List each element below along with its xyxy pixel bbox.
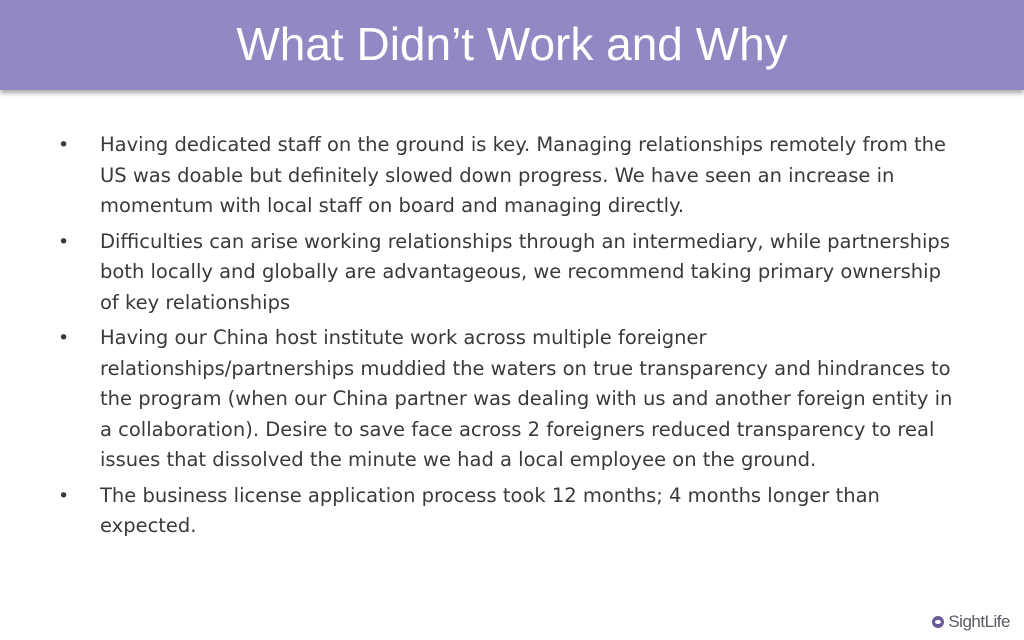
- bullet-dot-icon: •: [58, 484, 70, 507]
- bullet-item: [0, 323, 1024, 476]
- slide-title: What Didn’t Work and Why: [236, 18, 788, 70]
- bullet-item: [0, 227, 1024, 319]
- bullet-text: Having our China host institute work across multiple foreigner relationships/partnerships muddied the waters on true transparency and hindrances to the program (when our China partner was dealing with us and another foreign entity in a collaboration). Desire to save face across 2 foreigners reduced transparency to real issues that dissolved the minute we had a local employee on the ground.: [100, 326, 953, 471]
- bullet-dot-icon: •: [58, 134, 70, 156]
- bullet-item: [0, 130, 1024, 222]
- sightlife-eye-icon: [932, 616, 944, 628]
- bullet-list: [0, 130, 1024, 547]
- title-bar: [0, 0, 1024, 90]
- bullet-dot-icon: •: [58, 327, 70, 349]
- logo-text: SightLife: [948, 612, 1010, 631]
- bullet-text: The business license application process took 12 months; 4 months longer than expected.: [100, 483, 880, 537]
- bullet-text: Having dedicated staff on the ground is key. Managing relationships remotely from the US was doable but definitely slowed down progress. We have seen an increase in momentum with local staff on board and managing directly.: [100, 133, 947, 217]
- sightlife-logo: [932, 613, 1010, 630]
- bullet-text: Difficulties can arise working relationships through an intermediary, while partnerships both locally and globally are advantageous, we recommend taking primary ownership of key relationships: [100, 229, 950, 314]
- bullet-dot-icon: •: [58, 230, 70, 253]
- bullet-item: [0, 481, 1024, 542]
